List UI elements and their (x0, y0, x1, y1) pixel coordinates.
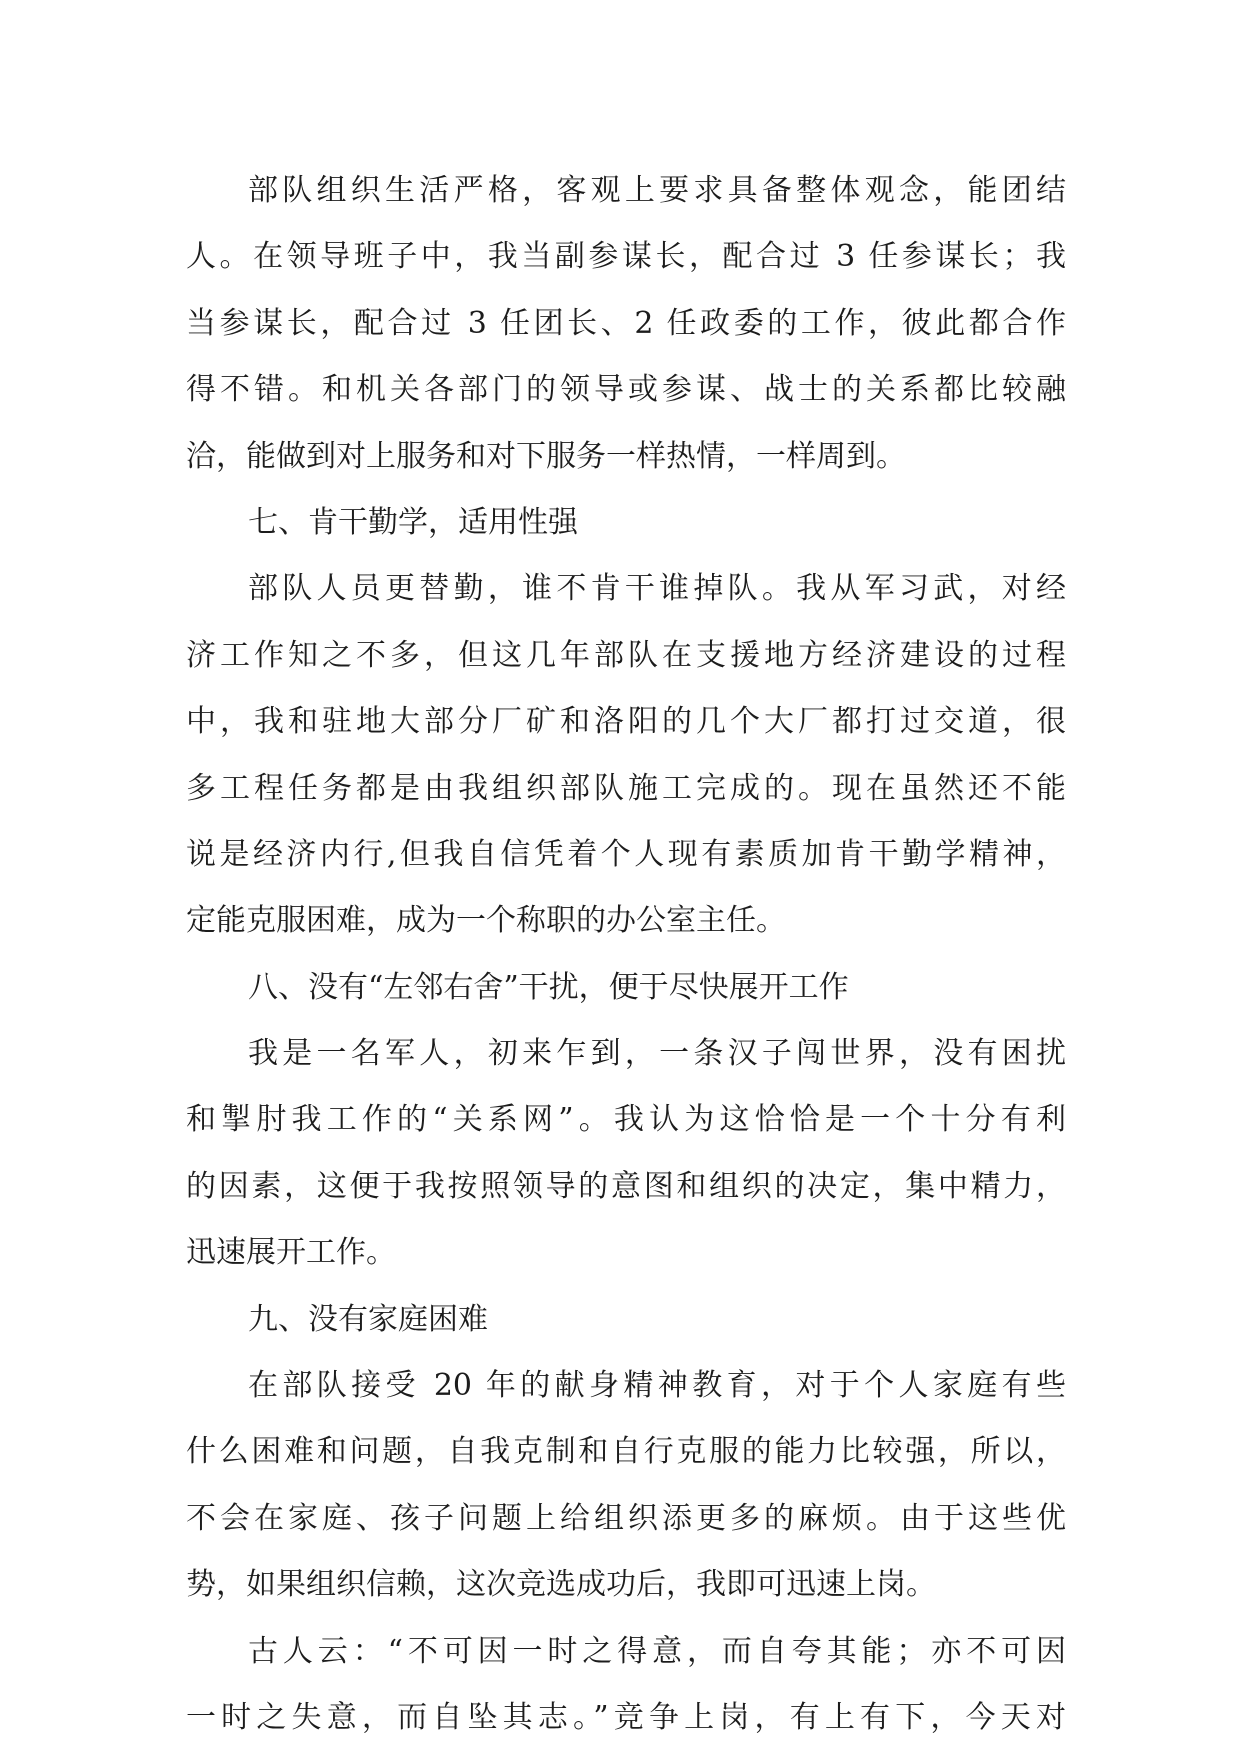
text-line: 和掣肘我工作的“关系网”。我认为这恰恰是一个十分有利 (186, 1102, 1066, 1138)
text-line: 当参谋长，配合过 3 任团长、2 任政委的工作，彼此都合作 (186, 305, 1066, 341)
text-line: 势，如果组织信赖，这次竞选成功后，我即可迅速上岗。 (186, 1567, 936, 1603)
text-line: 九、没有家庭困难 (248, 1301, 488, 1337)
text-line: 部队组织生活严格，客观上要求具备整体观念，能团结 (248, 173, 1066, 208)
text-line: 人。在领导班子中，我当副参谋长，配合过 3 任参谋长；我 (186, 239, 1066, 275)
text-line: 我是一名军人，初来乍到，一条汉子闯世界，没有困扰 (248, 1036, 1066, 1072)
text-line: 济工作知之不多，但这几年部队在支援地方经济建设的过程 (186, 637, 1066, 673)
text-line: 七、肯干勤学，适用性强 (248, 504, 578, 540)
text-line: 一时之失意，而自坠其志。”竞争上岗，有上有下，今天对 (186, 1699, 1066, 1735)
text-line: 洽，能做到对上服务和对下服务一样热情，一样周到。 (186, 438, 906, 474)
text-line: 中，我和驻地大部分厂矿和洛阳的几个大厂都打过交道，很 (186, 704, 1066, 740)
text-line: 不会在家庭、孩子问题上给组织添更多的麻烦。由于这些优 (186, 1500, 1066, 1536)
text-line: 的因素，这便于我按照领导的意图和组织的决定，集中精力， (186, 1168, 1066, 1204)
text-line: 得不错。和机关各部门的领导或参谋、战士的关系都比较融 (186, 372, 1066, 408)
text-line: 八、没有“左邻右舍”干扰，便于尽快展开工作 (248, 969, 849, 1005)
text-line: 多工程任务都是由我组织部队施工完成的。现在虽然还不能 (186, 770, 1066, 806)
text-line: 说是经济内行,但我自信凭着个人现有素质加肯干勤学精神， (186, 836, 1066, 872)
text-line: 部队人员更替勤，谁不肯干谁掉队。我从军习武，对经 (248, 571, 1066, 607)
text-line: 迅速展开工作。 (186, 1235, 396, 1271)
text-line: 在部队接受 20 年的献身精神教育，对于个人家庭有些 (248, 1368, 1066, 1404)
text-line: 定能克服困难，成为一个称职的办公室主任。 (186, 903, 786, 939)
text-line: 古人云：“不可因一时之得意，而自夸其能；亦不可因 (248, 1633, 1066, 1669)
document-body (186, 158, 1066, 1751)
text-line: 什么困难和问题，自我克制和自行克服的能力比较强，所以， (186, 1434, 1066, 1470)
